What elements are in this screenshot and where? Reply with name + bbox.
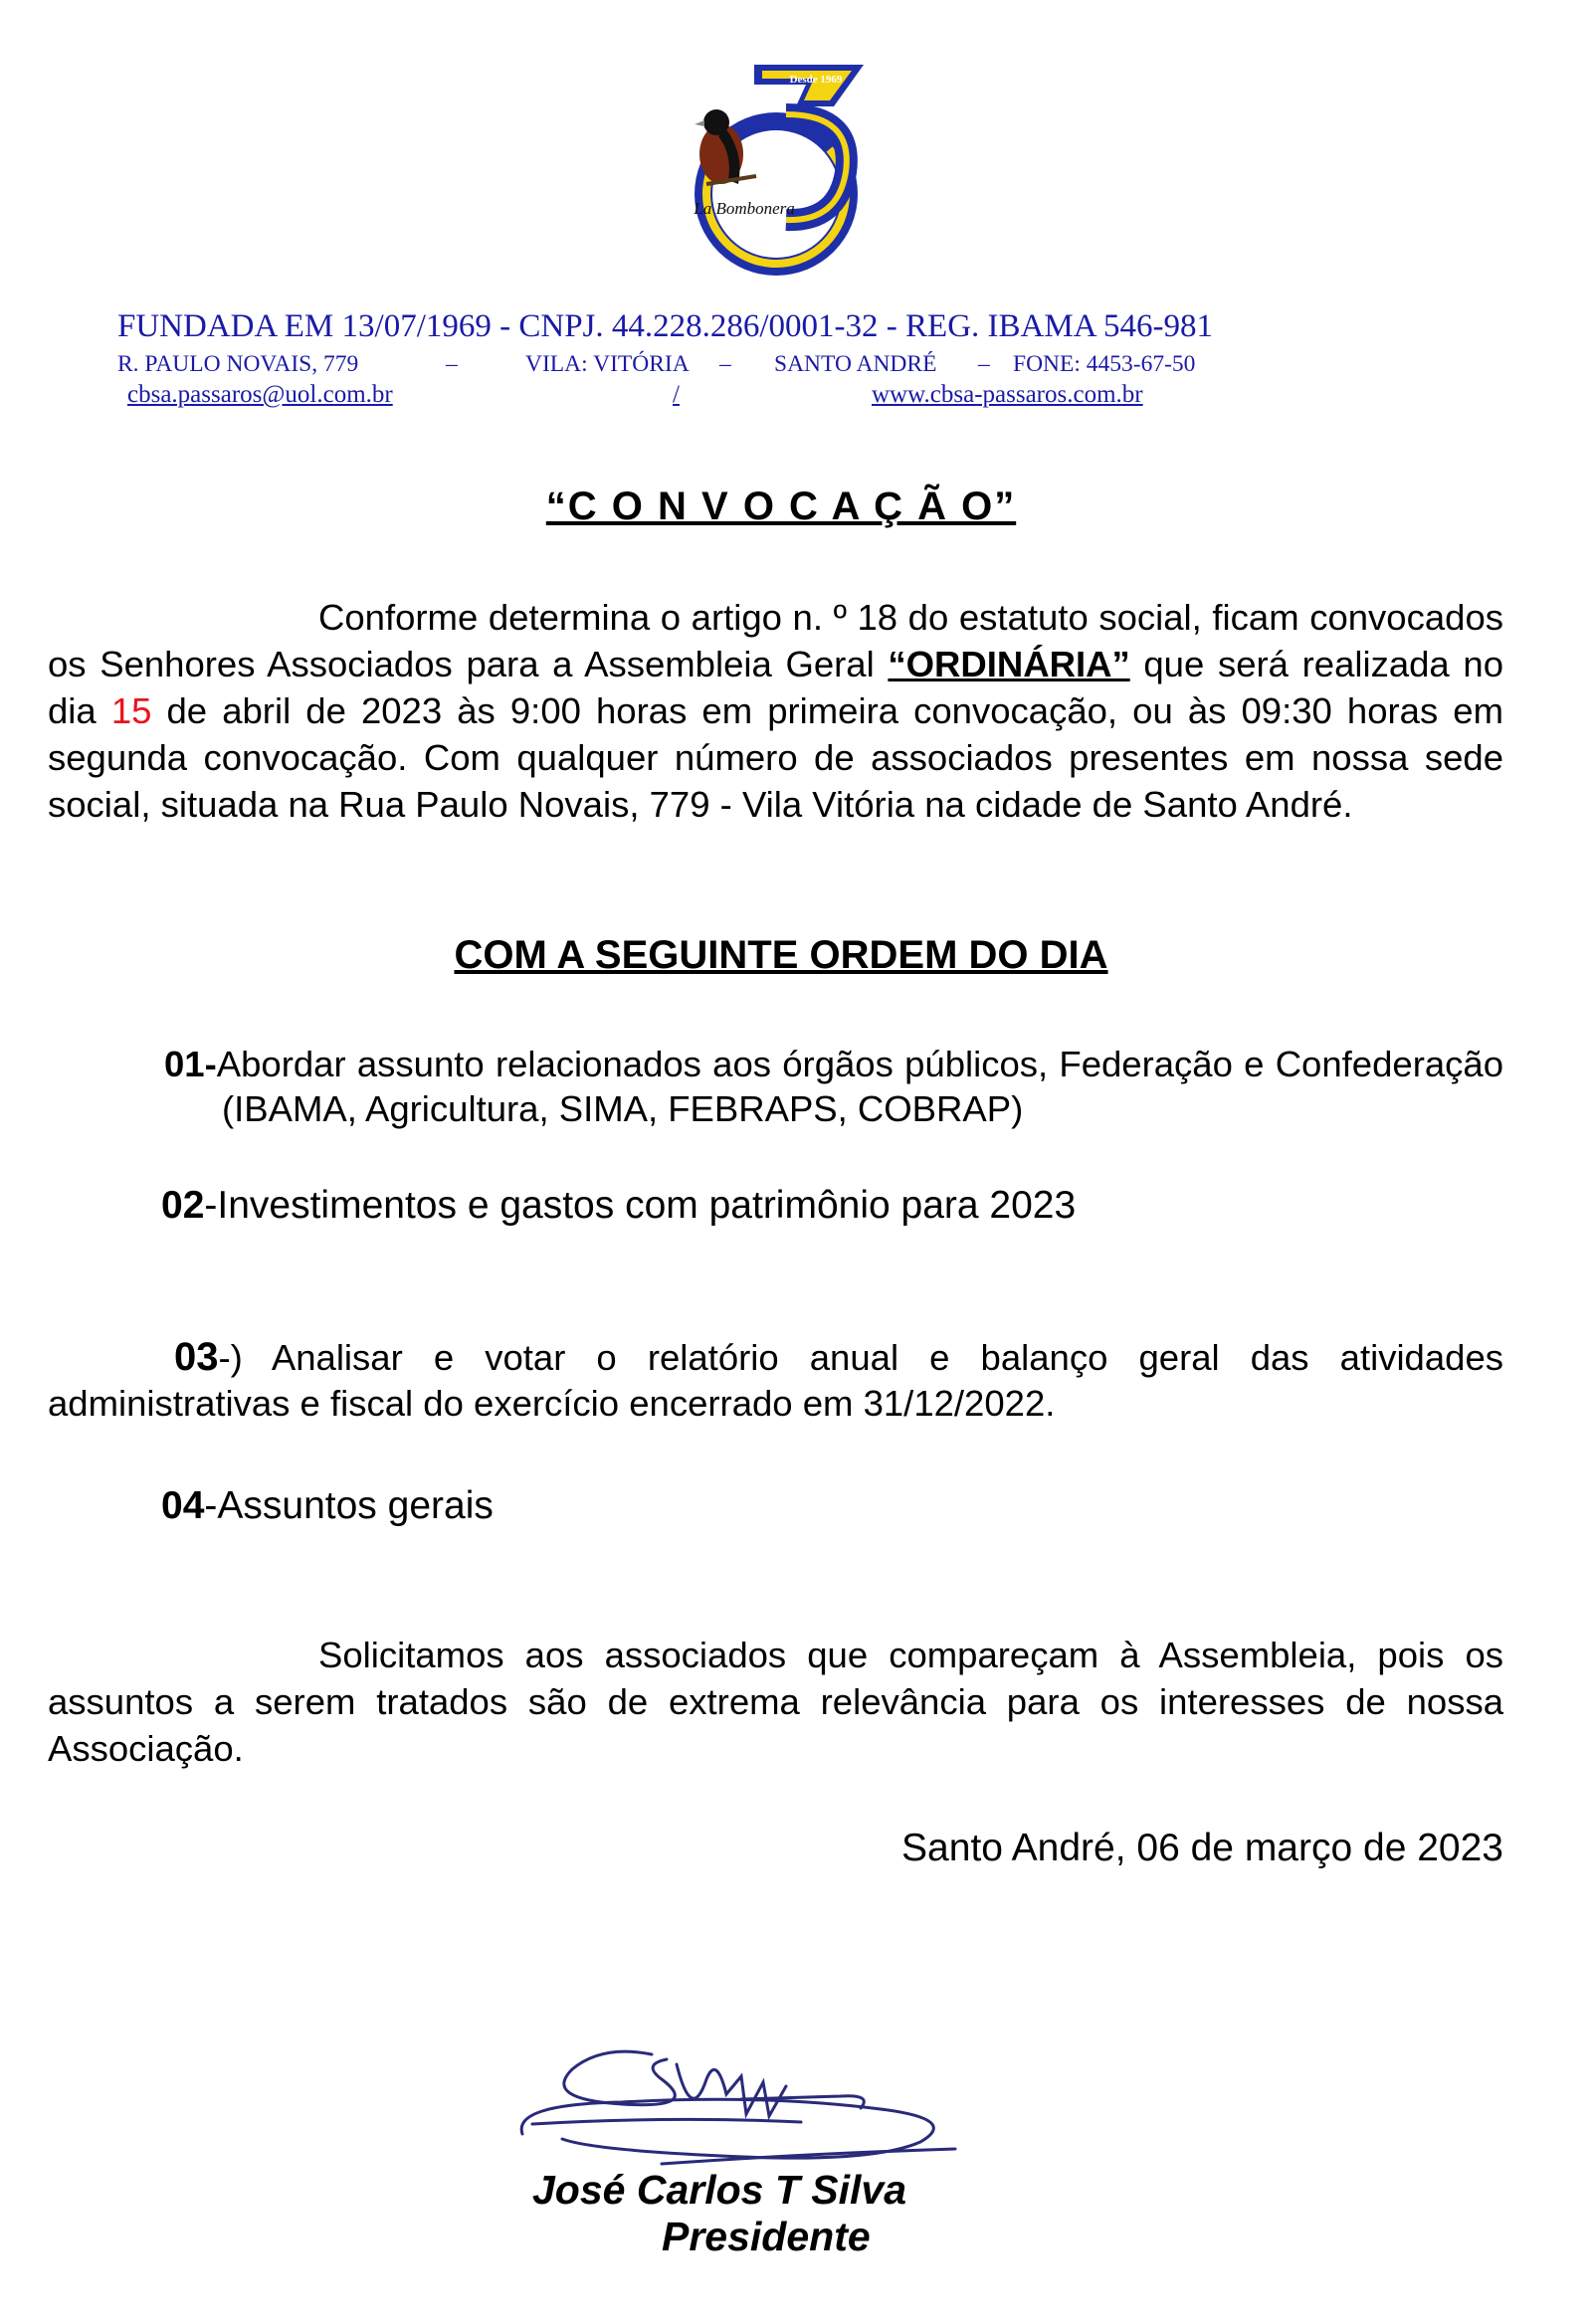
agenda-item-1: [164, 1042, 1503, 1131]
intro-text-3: de abril de 2023 às 9:00 horas em primeira convocação, ou às 09:30 horas em segunda convocação. Com qualquer número de associados presentes em nossa sede social, situada na Rua Paulo Novais, 779 - Vila Vitória na cidade de Santo André.: [48, 690, 1504, 825]
header-district: VILA: VITÓRIA: [525, 351, 690, 377]
signer-role: Presidente: [662, 2214, 871, 2259]
intro-paragraph: [48, 594, 1503, 828]
agenda-item-text: -Assuntos gerais: [204, 1484, 494, 1527]
header-sep: –: [446, 351, 458, 377]
header-website-link[interactable]: www.cbsa-passaros.com.br: [872, 381, 1143, 408]
date-line: Santo André, 06 de março de 2023: [901, 1827, 1503, 1869]
logo-name: La Bombonera: [694, 199, 795, 218]
agenda-item-text: -Investimentos e gastos com patrimônio para 2023: [204, 1184, 1077, 1227]
agenda-item-2: [161, 1184, 1076, 1228]
agenda-item-3: [48, 1334, 1503, 1427]
header-address: R. PAULO NOVAIS, 779: [117, 351, 359, 377]
closing-text: Solicitamos aos associados que compareçam à Assembleia, pois os assuntos a serem tratados são de extrema relevância para os interesses de nossa Associação.: [48, 1635, 1503, 1769]
agenda-item-number: 02: [161, 1184, 205, 1227]
agenda-item-number: 01-: [164, 1044, 217, 1084]
logo-since: Desde 1969: [789, 74, 843, 86]
header-slash: /: [673, 381, 680, 408]
agenda-item-text: Abordar assunto relacionados aos órgãos públicos, Federação e Confederação (IBAMA, Agricultura, SIMA, FEBRAPS, COBRAP): [216, 1044, 1503, 1129]
intro-text-2: que será realizada no dia: [48, 644, 1503, 731]
meeting-day: 15: [110, 690, 152, 731]
agenda-item-number: 04: [161, 1484, 205, 1527]
header-city: SANTO ANDRÉ: [774, 351, 937, 377]
agenda-item-4: [161, 1484, 494, 1528]
header-sep: –: [978, 351, 990, 377]
association-logo: [667, 45, 886, 284]
intro-text-1: Conforme determina o artigo n. º 18 do estatuto social, ficam convocados os Senhores Associados para a Assembleia Geral: [48, 597, 1503, 684]
header-phone: FONE: 4453-67-50: [1013, 351, 1196, 377]
closing-paragraph: [48, 1632, 1503, 1772]
meeting-type: “ORDINÁRIA”: [888, 644, 1130, 684]
header-founding-line: FUNDADA EM 13/07/1969 - CNPJ. 44.228.286/0001-32 - REG. IBAMA 546-981: [117, 308, 1213, 344]
header-sep: –: [719, 351, 731, 377]
signer-name: José Carlos T Silva: [532, 2167, 907, 2213]
document-title: “C O N V O C A Ç Ã O”: [545, 484, 1017, 528]
agenda-item-number: 03: [174, 1335, 219, 1379]
agenda-heading: COM A SEGUINTE ORDEM DO DIA: [454, 933, 1108, 977]
handwritten-signature: [502, 2025, 960, 2174]
header-email-link[interactable]: cbsa.passaros@uol.com.br: [127, 381, 393, 408]
agenda-item-text: -) Analisar e votar o relatório anual e balanço geral das atividades administrativas e fiscal do exercício encerrado em 31/12/2022.: [48, 1337, 1503, 1424]
